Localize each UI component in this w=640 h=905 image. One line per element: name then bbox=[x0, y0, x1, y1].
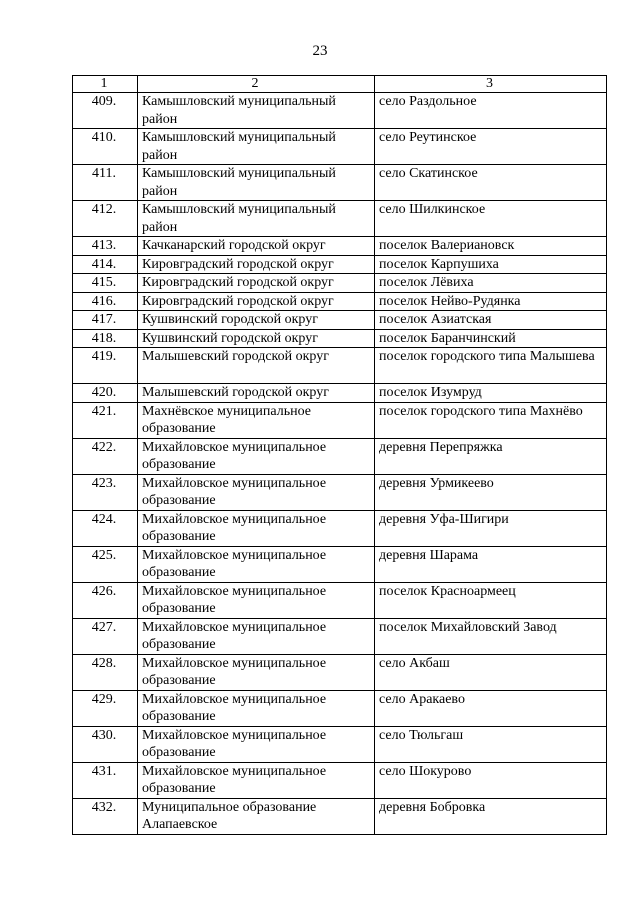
row-settlement: село Реутинское bbox=[375, 129, 607, 165]
table-row bbox=[73, 654, 607, 690]
row-settlement: поселок Лёвиха bbox=[375, 274, 607, 293]
row-number: 422. bbox=[73, 438, 138, 474]
table-row bbox=[73, 165, 607, 201]
row-settlement: поселок Михайловский Завод bbox=[375, 618, 607, 654]
row-number: 426. bbox=[73, 582, 138, 618]
table-row bbox=[73, 438, 607, 474]
table-row bbox=[73, 329, 607, 348]
row-settlement: село Аракаево bbox=[375, 690, 607, 726]
table-row bbox=[73, 93, 607, 129]
row-number: 423. bbox=[73, 474, 138, 510]
row-settlement: деревня Уфа-Шигири bbox=[375, 510, 607, 546]
row-number: 416. bbox=[73, 292, 138, 311]
row-number: 419. bbox=[73, 348, 138, 384]
table-row bbox=[73, 582, 607, 618]
row-district: Михайловское муниципальное образование bbox=[138, 618, 375, 654]
table-row bbox=[73, 129, 607, 165]
row-settlement: поселок Баранчинский bbox=[375, 329, 607, 348]
row-settlement: поселок Нейво-Рудянка bbox=[375, 292, 607, 311]
table-row bbox=[73, 255, 607, 274]
table-row bbox=[73, 474, 607, 510]
row-settlement: деревня Урмикеево bbox=[375, 474, 607, 510]
row-district: Кировградский городской округ bbox=[138, 292, 375, 311]
row-number: 414. bbox=[73, 255, 138, 274]
table-row bbox=[73, 384, 607, 403]
row-settlement: село Скатинское bbox=[375, 165, 607, 201]
row-number: 430. bbox=[73, 726, 138, 762]
row-district: Кушвинский городской округ bbox=[138, 329, 375, 348]
row-district: Муниципальное образование Алапаевское bbox=[138, 798, 375, 834]
table-row bbox=[73, 726, 607, 762]
row-settlement: поселок Карпушиха bbox=[375, 255, 607, 274]
table-row bbox=[73, 798, 607, 834]
row-settlement: поселок Красноармеец bbox=[375, 582, 607, 618]
row-settlement: село Тюльгаш bbox=[375, 726, 607, 762]
row-district: Михайловское муниципальное образование bbox=[138, 762, 375, 798]
row-number: 412. bbox=[73, 201, 138, 237]
row-district: Михайловское муниципальное образование bbox=[138, 726, 375, 762]
row-settlement: поселок городского типа Махнёво bbox=[375, 402, 607, 438]
row-settlement: деревня Бобровка bbox=[375, 798, 607, 834]
row-number: 418. bbox=[73, 329, 138, 348]
row-number: 417. bbox=[73, 311, 138, 330]
row-district: Малышевский городской округ bbox=[138, 348, 375, 384]
row-district: Кировградский городской округ bbox=[138, 274, 375, 293]
table-row bbox=[73, 237, 607, 256]
table-row bbox=[73, 311, 607, 330]
row-district: Камышловский муниципальный район bbox=[138, 165, 375, 201]
row-district: Михайловское муниципальное образование bbox=[138, 474, 375, 510]
column-header-district: 2 bbox=[138, 76, 375, 93]
row-number: 420. bbox=[73, 384, 138, 403]
row-settlement: село Акбаш bbox=[375, 654, 607, 690]
row-number: 427. bbox=[73, 618, 138, 654]
row-settlement: поселок городского типа Малышева bbox=[375, 348, 607, 384]
row-district: Малышевский городской округ bbox=[138, 384, 375, 403]
row-district: Кушвинский городской округ bbox=[138, 311, 375, 330]
table-row bbox=[73, 690, 607, 726]
table-row bbox=[73, 510, 607, 546]
row-number: 410. bbox=[73, 129, 138, 165]
settlements-table bbox=[72, 75, 607, 835]
table-row bbox=[73, 274, 607, 293]
row-number: 415. bbox=[73, 274, 138, 293]
row-settlement: поселок Азиатская bbox=[375, 311, 607, 330]
row-district: Качканарский городской округ bbox=[138, 237, 375, 256]
row-number: 421. bbox=[73, 402, 138, 438]
row-number: 424. bbox=[73, 510, 138, 546]
table-row bbox=[73, 546, 607, 582]
row-district: Камышловский муниципальный район bbox=[138, 93, 375, 129]
row-settlement: деревня Перепряжка bbox=[375, 438, 607, 474]
table-row bbox=[73, 402, 607, 438]
row-settlement: село Раздольное bbox=[375, 93, 607, 129]
row-number: 411. bbox=[73, 165, 138, 201]
row-district: Михайловское муниципальное образование bbox=[138, 438, 375, 474]
row-district: Михайловское муниципальное образование bbox=[138, 546, 375, 582]
row-number: 428. bbox=[73, 654, 138, 690]
row-number: 413. bbox=[73, 237, 138, 256]
row-number: 431. bbox=[73, 762, 138, 798]
column-header-settlement: 3 bbox=[375, 76, 607, 93]
row-district: Кировградский городской округ bbox=[138, 255, 375, 274]
row-settlement: село Шокурово bbox=[375, 762, 607, 798]
row-number: 432. bbox=[73, 798, 138, 834]
row-district: Михайловское муниципальное образование bbox=[138, 510, 375, 546]
table-header-row bbox=[73, 76, 607, 93]
row-district: Махнёвское муниципальное образование bbox=[138, 402, 375, 438]
row-district: Камышловский муниципальный район bbox=[138, 129, 375, 165]
table-row bbox=[73, 292, 607, 311]
row-settlement: село Шилкинское bbox=[375, 201, 607, 237]
table-row bbox=[73, 762, 607, 798]
row-district: Михайловское муниципальное образование bbox=[138, 582, 375, 618]
row-district: Михайловское муниципальное образование bbox=[138, 690, 375, 726]
row-district: Камышловский муниципальный район bbox=[138, 201, 375, 237]
table-row bbox=[73, 201, 607, 237]
table-row bbox=[73, 618, 607, 654]
table-row bbox=[73, 348, 607, 384]
row-settlement: деревня Шарама bbox=[375, 546, 607, 582]
column-header-number: 1 bbox=[73, 76, 138, 93]
row-settlement: поселок Валериановск bbox=[375, 237, 607, 256]
row-settlement: поселок Изумруд bbox=[375, 384, 607, 403]
row-district: Михайловское муниципальное образование bbox=[138, 654, 375, 690]
page-number: 23 bbox=[312, 43, 328, 59]
row-number: 409. bbox=[73, 93, 138, 129]
row-number: 429. bbox=[73, 690, 138, 726]
row-number: 425. bbox=[73, 546, 138, 582]
